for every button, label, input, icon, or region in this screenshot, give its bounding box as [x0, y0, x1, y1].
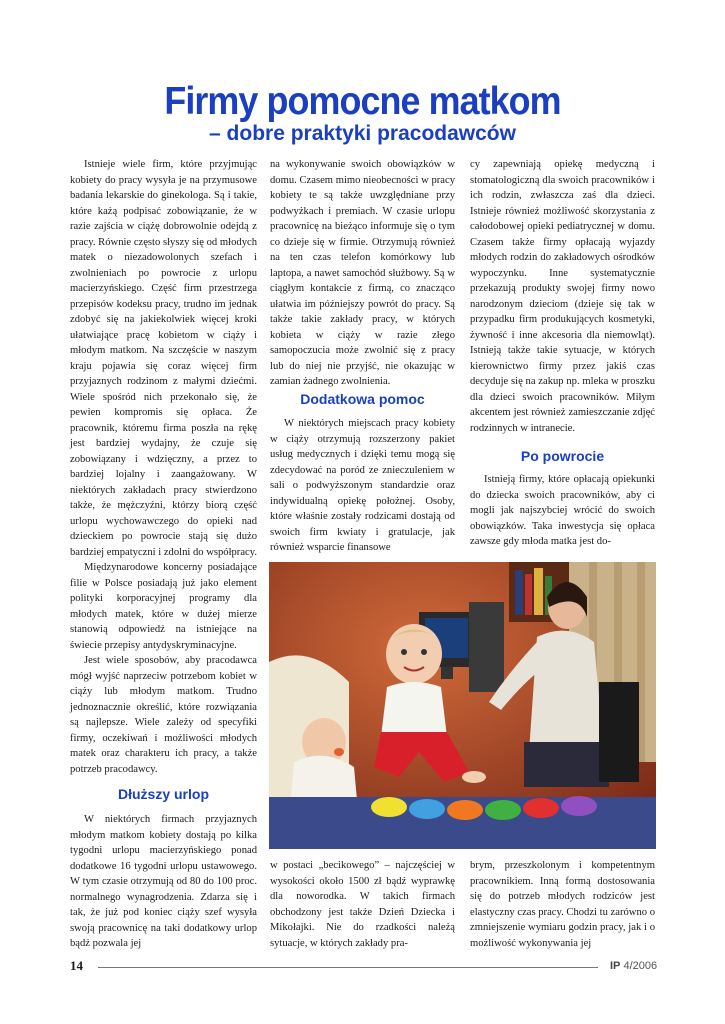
- column-3-bottom: [470, 858, 655, 951]
- section-heading-dodatkowa-pomoc: Dodatkowa pomoc: [300, 391, 425, 407]
- column-2: [270, 157, 455, 390]
- column-2-middle: [270, 416, 455, 556]
- paragraph: brym, przeszkolonym i kompetentnym pracownikiem. Inną formą dostosowania się do potrzeb młodych rodziców jest elastyczny czas pracy. Chodzi tu zarówno o zmniejszenie wymiaru godzin pracy, jak i o możliwość wykonywania jej: [470, 860, 655, 949]
- paragraph: W niektórych miejscach pracy kobiety w ciąży otrzymują rozszerzony pakiet usług medycznych i dzięki temu mogą się zdecydować na poród ze znieczuleniem w sali o podwyższonym standardzie oraz indywidualną opiekę położnej. Osoby, które właśnie zostały rodzicami dostają od swoich firm kwiaty i gratulacje, jak również wsparcie finansowe: [270, 418, 455, 553]
- column-3-middle: [470, 472, 655, 550]
- page-number: 14: [70, 958, 83, 973]
- section-heading-po-powrocie: Po powrocie: [520, 448, 605, 464]
- article-subtitle: – dobre praktyki pracodawców: [209, 122, 516, 145]
- issue-label: 4/2006: [623, 960, 658, 972]
- paragraph: Istnieje wiele firm, które przyjmując kobiety do pracy wysyła je na przymusowe badania lekarskie do ginekologa. Są i takie, które każą podpisać zobowiązanie, że w razie zajścia w ciążę dobrowolnie odejdą z pracy. Równie często słyszy się od młodych matek o niezadowolonych szefach i zwolnieniach po powrocie z urlopu macierzyńskiego. Część firm przestrzega przepisów kodeksu pracy, trudno im jednak zdobyć się na jakiekolwiek więcej kroki ułatwiające pracę kobietom w ciąży i młodym matkom. Na szczęście w naszym kraju pojawia się coraz więcej firm przyjaznych rodzinom z małymi dziećmi. Wiele spośród nich przekonało się, że pewien kompromis się opłaca. Że pracownik, któremu firma poszła na rękę jest bardziej wydajny, że czuje się zobowiązany i wdzięczny, a przez to bardziej lojalny i zaangażowany. W niektórych zakładach pracy stwierdzono także, że mężczyźni, którzy biorą część urlopu wychowawczego do opieki nad dzieckiem po powrocie stają się dużo bardziej empatyczni i zdolni do współpracy.: [70, 159, 257, 558]
- paragraph: Jest wiele sposobów, aby pracodawca mógł wyjść naprzeciw potrzebom kobiet w ciąży lub młodym matkom. Trudno jednoznacznie określić, które rozwiązania są najlepsze. Wiele zależy od specyfiki firmy, oczekiwań i możliwości młodych matek oraz charakteru ich pracy, a także potrzeb pracodawcy.: [70, 655, 257, 775]
- section-heading-dluzszy-urlop: Dłuższy urlop: [117, 786, 209, 802]
- photo-illustration: [269, 562, 656, 849]
- column-2-bottom: [270, 858, 455, 951]
- paragraph: na wykonywanie swoich obowiązków w domu. Czasem mimo nieobecności w pracy kobiety te są także uwzględniane przy podwyżkach i premiach. W czasie urlopu pracownicę na bieżąco informuje się o tym co dzieje się w firmie. Otrzymują również na ten czas telefon komórkowy lub laptopa, a nawet samochód służbowy. Są w ciągłym kontakcie z firmą, co znacząco ułatwia im późniejszy powrót do pracy. Są także takie zakłady pracy, w których kobieta w ciąży w razie złego samopoczucia może zwolnić się z pracy lub do niej nie przyjść, nie okazując w zamian żadnego zwolnienia.: [270, 159, 455, 387]
- paragraph: Międzynarodowe koncerny posiadające filie w Polsce posiadają już jako element polityki korporacyjnej programy dla młodych matek, które w dużej mierze stanowią odpowiedź na istniejące na świecie przepisy antydyskryminacyjne.: [70, 562, 257, 651]
- paragraph: W niektórych firmach przyjaznych młodym matkom kobiety dostają po kilka tygodni urlopu macierzyńskiego ponad dodatkowe 16 tygodni urlopu ustawowego. W tym czasie otrzymują od 80 do 100 proc. normalnego wynagrodzenia. Zdarza się i tak, że już pod koniec ciąży szef wysyła swoją pracownicę na taki dodatkowy urlop bądź pozwala jej: [70, 814, 257, 949]
- magazine-issue: [610, 960, 657, 972]
- paragraph: Istnieją firmy, które opłacają opiekunki do dziecka swoich pracowników, aby ci mogli jak najszybciej wrócić do swoich obowiązków. Taka inwestycja się opłaca zawsze gdy młoda matka jest do-: [470, 474, 655, 547]
- footer-rule: [98, 967, 598, 968]
- column-1: [70, 157, 257, 777]
- column-3: [470, 157, 655, 436]
- article-title: Firmy pomocne matkom: [164, 80, 561, 123]
- magazine-name: IP: [610, 960, 621, 972]
- column-1-bottom: [70, 812, 257, 952]
- family-photo: [269, 562, 656, 849]
- paragraph: cy zapewniają opiekę medyczną i stomatologiczną dla swoich pracowników i ich rodzin, zwłaszcza zaś dla dzieci. Istnieje również możliwość skorzystania z całodobowej opieki pediatrycznej w domu. Czasem także firmy opłacają wyjazdy młodych rodzin do zakładowych ośrodków wypoczynku. Inne systematycznie przekazują produkty swojej firmy nowo narodzonym dzieciom (dzieje się tak w przypadku firm produkujących kosmetyki, żywność i inne akcesoria dla niemowląt). Istnieją także takie sytuacje, w których kierownictwo firmy przez jakiś czas decyduje się na zakup np. mleka w proszku dla dzieci swoich pracowników. Miłym akcentem jest również zamieszczanie zdjęć rodzinnych w intranecie.: [470, 159, 655, 434]
- paragraph: w postaci „becikowego” – najczęściej w wysokości około 1500 zł bądź wyprawkę dla noworodka. W takich firmach obchodzony jest także Dzień Dziecka i Mikołajki. Nie do rzadkości należą sytuacje, w których zakłady pra-: [270, 860, 455, 949]
